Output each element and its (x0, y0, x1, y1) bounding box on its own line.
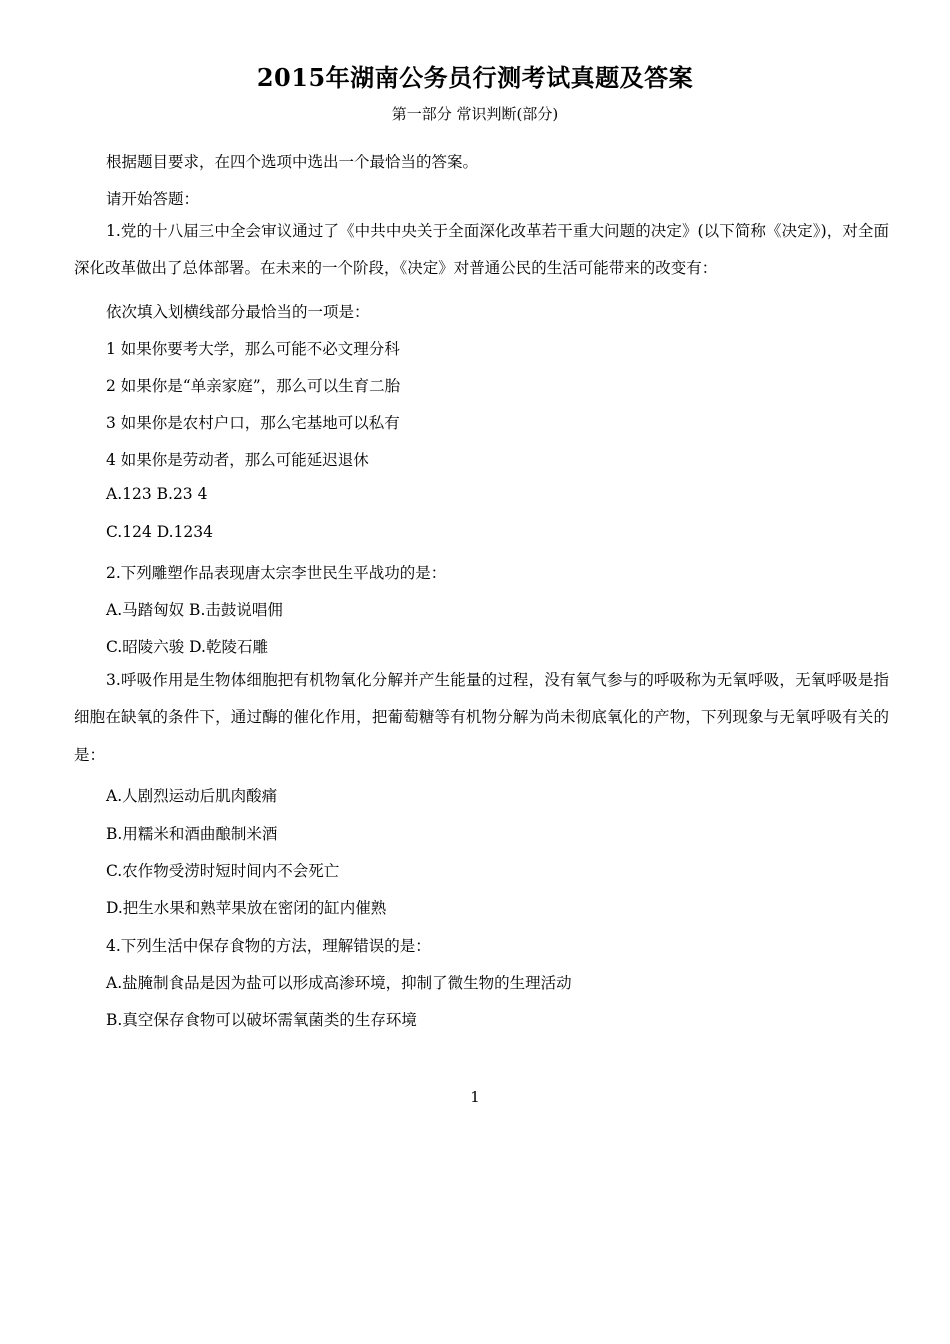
question-2-options-cd: C.昭陵六骏 D.乾陵石雕 (106, 638, 268, 656)
question-1-stem: 1.党的十八届三中全会审议通过了《中共中央关于全面深化改革若干重大问题的决定》(以下简称《决定》)，对全面深化改革做出了总体部署。在未来的一个阶段，《决定》对普通公民的生活可能带来的改变有： (74, 222, 889, 278)
question-1-options-cd: C.124 D.1234 (106, 523, 213, 541)
question-3-option: C.农作物受涝时短时间内不会死亡 (106, 862, 340, 880)
question-1-item: 2 如果你是“单亲家庭”，那么可以生育二胎 (106, 377, 401, 395)
question-4-option: A.盐腌制食品是因为盐可以形成高渗环境，抑制了微生物的生理活动 (106, 974, 572, 992)
question-3-option: D.把生水果和熟苹果放在密闭的缸内催熟 (106, 899, 387, 917)
document-title: 2015年湖南公务员行测考试真题及答案 (256, 63, 694, 92)
question-4-option: B.真空保存食物可以破坏需氧菌类的生存环境 (106, 1011, 417, 1029)
question-3-option: A.人剧烈运动后肌肉酸痛 (106, 787, 278, 805)
intro-text: 根据题目要求，在四个选项中选出一个最恰当的答案。 (106, 153, 479, 171)
page-number: 1 (470, 1088, 480, 1106)
question-2-stem: 2.下列雕塑作品表现唐太宗李世民生平战功的是： (106, 564, 447, 582)
question-2-options-ab: A.马踏匈奴 B.击鼓说唱佣 (106, 601, 283, 619)
section-subtitle: 第一部分 常识判断(部分) (391, 105, 559, 123)
question-4-stem: 4.下列生活中保存食物的方法，理解错误的是： (106, 937, 431, 955)
question-1-item: 4 如果你是劳动者，那么可能延迟退休 (106, 451, 369, 469)
question-3-option: B.用糯米和酒曲酿制米酒 (106, 825, 278, 843)
start-text: 请开始答题： (106, 190, 200, 208)
question-1-item: 3 如果你是农村户口，那么宅基地可以私有 (106, 414, 400, 432)
question-1-item: 1 如果你要考大学，那么可能不必文理分科 (106, 340, 400, 358)
question-1-instruction: 依次填入划横线部分最恰当的一项是： (106, 303, 370, 321)
question-1-options-ab: A.123 B.23 4 (106, 485, 208, 503)
question-3-stem: 3.呼吸作用是生物体细胞把有机物氧化分解并产生能量的过程，没有氧气参与的呼吸称为无氧呼吸，无氧呼吸是指细胞在缺氧的条件下，通过酶的催化作用，把葡萄糖等有机物分解为尚未彻底氧化的产物，下列现象与无氧呼吸有关的是： (74, 671, 889, 764)
